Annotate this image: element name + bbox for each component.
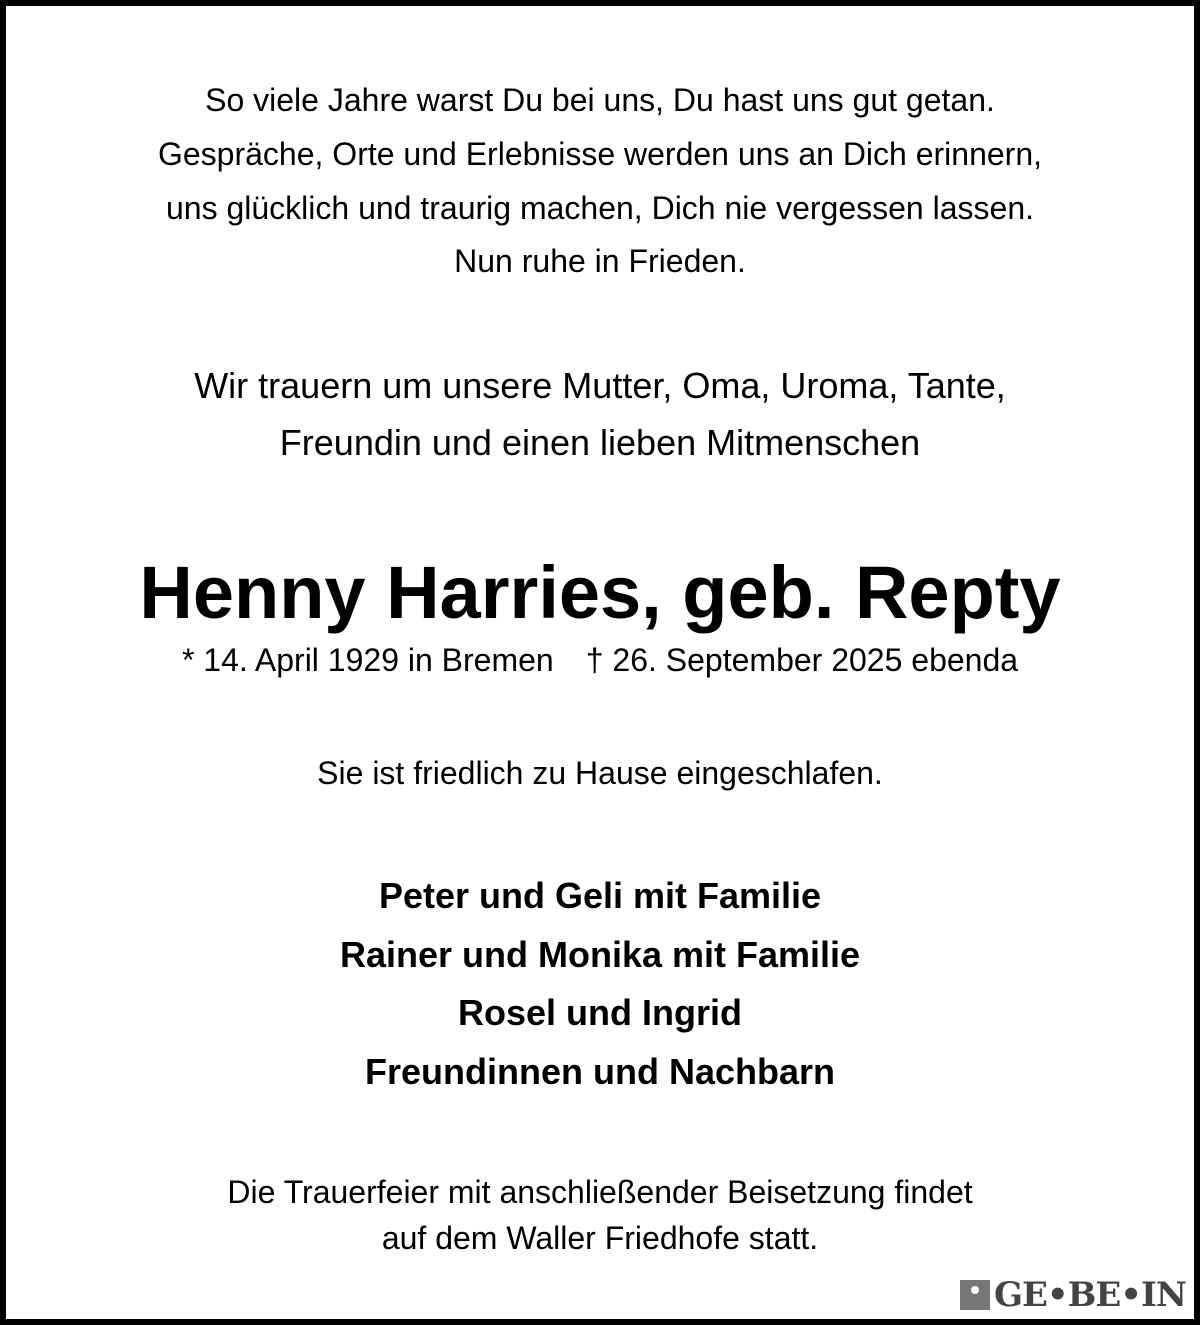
verse-line: Gespräche, Orte und Erlebnisse werden uns an Dich erinnern, <box>157 136 1043 172</box>
life-dates <box>0 644 1200 676</box>
verse-line: So viele Jahre warst Du bei uns, Du hast uns gut getan. <box>205 82 995 118</box>
verse-line: uns glücklich und traurig machen, Dich nie vergessen lassen. <box>165 190 1034 226</box>
ceremony-line: auf dem Waller Friedhofe statt. <box>381 1220 819 1256</box>
family-line: Rainer und Monika mit Familie <box>339 934 861 975</box>
gebein-logo <box>960 1275 1186 1315</box>
deceased-name: Henny Harries, geb. Repty <box>139 551 1061 634</box>
family-line: Freundinnen und Nachbarn <box>364 1051 835 1092</box>
passing-note: Sie ist friedlich zu Hause eingeschlafen. <box>317 755 883 791</box>
mourning-line: Freundin und einen lieben Mitmenschen <box>279 422 921 463</box>
verse-line: Nun ruhe in Frieden. <box>454 243 746 279</box>
logo-text: GE•BE•IN <box>993 1275 1186 1315</box>
ceremony-line: Die Trauerfeier mit anschließender Beisetzung findet <box>227 1174 973 1210</box>
mourning-line: Wir trauern um unsere Mutter, Oma, Uroma, Tante, <box>194 365 1006 406</box>
birth-date: * 14. April 1929 in Bremen <box>181 642 554 678</box>
logo-mark-icon <box>960 1280 990 1310</box>
family-line: Peter und Geli mit Familie <box>378 875 822 916</box>
family-line: Rosel und Ingrid <box>458 992 742 1033</box>
death-date: † 26. September 2025 ebenda <box>585 642 1019 678</box>
